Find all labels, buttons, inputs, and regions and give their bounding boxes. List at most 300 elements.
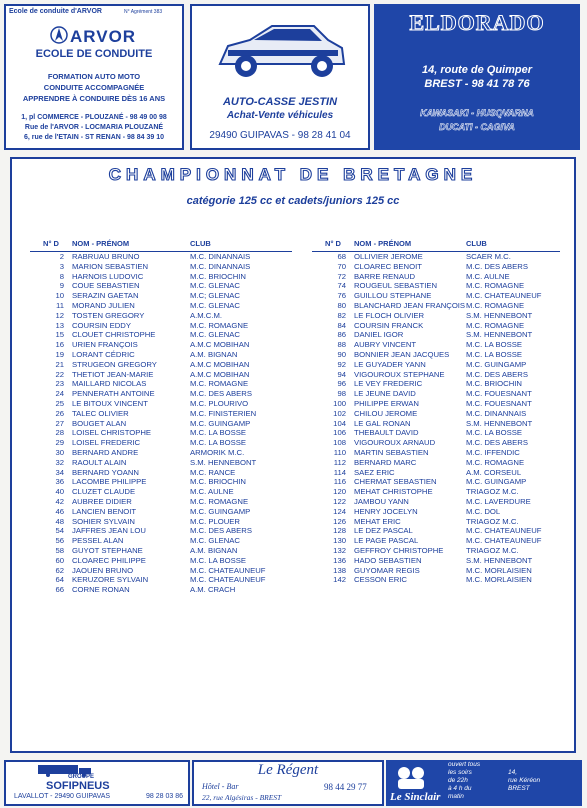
cell-number: 19 [55, 349, 64, 359]
cell-number: 102 [333, 408, 346, 418]
cell-name: CHILOU JEROME [354, 408, 418, 418]
eldorado-name: ELDORADO [409, 10, 545, 35]
table-row [312, 507, 560, 517]
cell-club: M.C. DINANNAIS [466, 408, 527, 418]
cell-name: RAOULT ALAIN [72, 457, 127, 467]
table-row [30, 311, 292, 321]
cell-name: LE GAL RONAN [354, 418, 411, 428]
table-row [312, 458, 560, 468]
cell-number: 40 [55, 487, 64, 497]
table-row [30, 291, 292, 301]
column-header-name: NOM - PRÉNOM [72, 237, 190, 252]
table-row [30, 556, 292, 566]
regent-type: Hôtel - Bar [202, 782, 239, 791]
cell-number: 11 [56, 300, 64, 310]
ad-arvor [4, 4, 184, 150]
ad-sofipneus [4, 760, 190, 806]
cell-number: 16 [55, 340, 64, 350]
sofi-group: GROUPE [68, 774, 95, 780]
cell-name: SAEZ ERIC [354, 467, 395, 477]
cell-club: A.M.C MOBIHAN [190, 359, 250, 369]
cell-club: M.C. GLENAC [190, 536, 240, 546]
arvor-header: Ecole de conduite d'ARVOR [9, 8, 102, 15]
table-row [312, 389, 560, 399]
table-row [312, 477, 560, 487]
cell-name: PENNERATH ANTOINE [72, 389, 155, 399]
cell-club: M.C. GLENAC [190, 281, 240, 291]
cell-club: A.M.C MOBIHAN [190, 340, 250, 350]
cell-number: 28 [55, 428, 64, 438]
cell-number: 128 [333, 526, 346, 536]
cell-name: COURSIN FRANCK [354, 320, 424, 330]
table-row [312, 379, 560, 389]
results-table-left [30, 237, 292, 595]
cell-name: CLUZET CLAUDE [72, 487, 136, 497]
sinclair-addr3: BREST [508, 785, 530, 792]
cell-name: ROUGEUL SEBASTIEN [354, 281, 438, 291]
table-row [312, 448, 560, 458]
cell-number: 116 [333, 477, 346, 487]
cell-number: 92 [337, 359, 346, 369]
cell-club: M.C. GUINGAMP [190, 506, 251, 516]
arvor-line2: CONDUITE ACCOMPAGNÉE [43, 83, 145, 92]
table-row [30, 272, 292, 282]
table-row [312, 281, 560, 291]
cell-name: RABRUAU BRUNO [72, 252, 140, 261]
cell-number: 32 [55, 457, 64, 467]
cell-club: M.C. DES ABERS [190, 526, 252, 536]
cell-club: M.C. ROMAGNE [190, 320, 249, 330]
cell-name: AUBRY VINCENT [354, 340, 417, 350]
cell-name: STRUGEON GREGORY [72, 359, 157, 369]
table-header-row [30, 237, 292, 252]
table-row [30, 566, 292, 576]
cell-number: 29 [55, 438, 64, 448]
table-row [312, 526, 560, 536]
cell-number: 22 [55, 369, 64, 379]
cell-club: M.C. LA BOSSE [466, 428, 522, 438]
cell-number: 132 [333, 545, 346, 555]
cell-name: LACOMBE PHILIPPE [72, 477, 147, 487]
table-row [312, 517, 560, 527]
cell-club: M.C. LA BOSSE [190, 438, 246, 448]
cell-club: M.C. PLOURIVO [190, 398, 249, 408]
cell-name: GUYOT STEPHANE [72, 545, 143, 555]
cell-number: 8 [59, 271, 64, 281]
table-row [30, 517, 292, 527]
cell-number: 48 [55, 516, 64, 526]
cell-name: VIGOUROUX ARNAUD [354, 438, 436, 448]
cell-club: M.C. MORLAISIEN [466, 575, 532, 585]
results-panel [10, 157, 576, 753]
cell-name: HARNOIS LUDOVIC [72, 271, 144, 281]
table-row [312, 575, 560, 585]
cell-name: BERNARD YOANN [72, 467, 139, 477]
cell-name: CORNE RONAN [72, 585, 130, 595]
sofi-phone: 98 28 03 86 [146, 793, 183, 800]
arvor-brand-sub: ECOLE DE CONDUITE [35, 48, 153, 60]
cell-name: THEBAULT DAVID [354, 428, 419, 438]
table-row [312, 399, 560, 409]
cell-number: 34 [55, 467, 64, 477]
cell-club: M.C. CHATEAUNEUF [466, 536, 542, 546]
cell-name: MARTIN SEBASTIEN [354, 447, 429, 457]
cell-name: LE DEZ PASCAL [354, 526, 413, 536]
cell-club: M.C. GLENAC [190, 300, 240, 310]
cell-name: TALEC OLIVIER [72, 408, 129, 418]
cell-name: HENRY JOCELYN [354, 506, 418, 516]
cell-number: 23 [55, 379, 64, 389]
cell-club: M.C. PLOUER [190, 516, 240, 526]
cell-club: S.M. HENNEBONT [466, 310, 533, 320]
table-row [312, 252, 560, 262]
cell-club: M.C. DES ABERS [190, 389, 252, 399]
cell-club: M.C. FINISTERIEN [190, 408, 257, 418]
cell-number: 46 [55, 506, 64, 516]
cell-number: 108 [333, 438, 346, 448]
cell-number: 90 [337, 349, 346, 359]
cell-club: M.C. RANCE [190, 467, 236, 477]
cell-club: M.C. ROMAGNE [466, 320, 525, 330]
cell-name: CLOAREC PHILIPPE [72, 555, 146, 565]
regent-name: Le Régent [257, 762, 319, 778]
cell-club: M.C. CHATEAUNEUF [466, 291, 542, 301]
table-row [30, 409, 292, 419]
cell-club: M.C. CHATEAUNEUF [190, 565, 266, 575]
sofi-name: SOFIPNEUS [46, 780, 110, 792]
cell-club: M.C. LA BOSSE [190, 555, 246, 565]
cell-club: M.C. DES ABERS [466, 261, 528, 271]
cell-name: MARION SEBASTIEN [72, 261, 149, 271]
cell-club: M.C. LA BOSSE [466, 340, 522, 350]
column-header-club: CLUB [466, 237, 560, 252]
cell-name: THETIOT JEAN-MARIE [72, 369, 154, 379]
cell-number: 106 [333, 428, 346, 438]
cell-club: M.C. BRIOCHIN [190, 271, 246, 281]
cell-club: SCAER M.C. [466, 252, 511, 261]
cell-number: 142 [333, 575, 346, 585]
cell-name: LE FLOCH OLIVIER [354, 310, 425, 320]
table-row [30, 497, 292, 507]
table-row [30, 438, 292, 448]
cell-club: A.M. BIGNAN [190, 545, 238, 555]
cell-club: A.M. BIGNAN [190, 349, 238, 359]
cell-club: S.M. HENNEBONT [466, 555, 533, 565]
table-row [312, 262, 560, 272]
cell-number: 96 [337, 379, 346, 389]
page-title: CHAMPIONNAT DE BRETAGNE [108, 165, 478, 184]
cell-club: M.C. ROMAGNE [466, 300, 525, 310]
table-row [312, 291, 560, 301]
cell-number: 74 [337, 281, 346, 291]
table-row [312, 419, 560, 429]
table-row [312, 301, 560, 311]
cell-number: 62 [55, 565, 64, 575]
cell-number: 30 [55, 447, 64, 457]
sinclair-hours1: ouvert tous [448, 761, 481, 768]
cell-club: M.C. AULNE [190, 487, 234, 497]
table-row [30, 428, 292, 438]
arvor-brand: ARVOR [70, 27, 137, 46]
cell-number: 68 [337, 252, 346, 261]
ad-eldorado [374, 4, 580, 150]
ad-regent [192, 760, 384, 806]
cell-name: LE GUYADER YANN [354, 359, 426, 369]
cell-number: 138 [333, 565, 346, 575]
cell-number: 88 [337, 340, 346, 350]
table-row [312, 536, 560, 546]
cell-club: A.M. CORSEUL [466, 467, 522, 477]
cell-name: BOUGET ALAN [72, 418, 127, 428]
table-row [312, 272, 560, 282]
cell-name: CLOAREC BENOIT [354, 261, 422, 271]
cell-number: 98 [337, 389, 346, 399]
eldorado-city: BREST - 98 41 78 76 [424, 78, 530, 90]
cell-number: 2 [59, 252, 64, 261]
cell-number: 110 [333, 447, 346, 457]
cell-club: M.C. DINANNAIS [190, 261, 251, 271]
cell-club: TRIAGOZ M.C. [466, 487, 519, 497]
cell-number: 114 [333, 467, 346, 477]
sinclair-addr1: 14, [508, 769, 518, 776]
sinclair-hours5: matin [448, 793, 464, 800]
cell-number: 70 [337, 261, 346, 271]
ad-jestin [190, 4, 370, 150]
cell-name: CLOUET CHRISTOPHE [72, 330, 156, 340]
table-row [30, 399, 292, 409]
cell-name: COUE SEBASTIEN [72, 281, 140, 291]
cell-club: M.C; GLENAC [190, 291, 240, 301]
cell-number: 100 [333, 398, 346, 408]
cell-name: URIEN FRANÇOIS [72, 340, 138, 350]
cell-number: 112 [333, 457, 346, 467]
table-row [30, 379, 292, 389]
cell-club: M.C. MORLAISIEN [466, 565, 532, 575]
table-row [312, 438, 560, 448]
table-row [312, 350, 560, 360]
cell-club: A.M.C.M. [190, 310, 223, 320]
cell-number: 80 [337, 300, 346, 310]
table-row [312, 428, 560, 438]
cell-name: BERNARD ANDRE [72, 447, 139, 457]
cell-name: SOHIER SYLVAIN [72, 516, 135, 526]
cell-name: BERNARD MARC [354, 457, 417, 467]
table-header-row [312, 237, 560, 252]
cell-number: 64 [55, 575, 64, 585]
cell-club: M.C. IFFENDIC [466, 447, 520, 457]
cell-number: 60 [55, 555, 64, 565]
table-row [30, 340, 292, 350]
cell-name: CESSON ERIC [354, 575, 407, 585]
table-row [30, 301, 292, 311]
table-row [30, 585, 292, 595]
jestin-phone: 29490 GUIPAVAS - 98 28 41 04 [209, 130, 351, 141]
table-row [312, 546, 560, 556]
cell-club: TRIAGOZ M.C. [466, 516, 519, 526]
cell-number: 126 [333, 516, 346, 526]
cell-number: 13 [55, 320, 64, 330]
cell-club: M.C. AULNE [466, 271, 510, 281]
table-row [30, 281, 292, 291]
table-row [312, 468, 560, 478]
cell-club: M.C. GLENAC [190, 330, 240, 340]
table-row [30, 330, 292, 340]
table-row [30, 389, 292, 399]
column-header-name: NOM - PRÉNOM [354, 237, 466, 252]
table-row [312, 409, 560, 419]
cell-number: 122 [333, 496, 346, 506]
cell-club: M.C. CHATEAUNEUF [466, 526, 542, 536]
cell-name: BARRE RENAUD [354, 271, 416, 281]
sinclair-name: Le Sinclair [390, 791, 441, 803]
cell-number: 9 [59, 281, 64, 291]
cell-club: TRIAGOZ M.C. [466, 545, 519, 555]
table-row [30, 468, 292, 478]
column-header-nd: N° D [30, 237, 72, 252]
table-row [30, 252, 292, 262]
table-row [312, 566, 560, 576]
cell-name: AUBREE DIDIER [72, 496, 132, 506]
column-header-club: CLUB [190, 237, 292, 252]
cell-name: GEFFROY CHRISTOPHE [354, 545, 444, 555]
cell-club: M.C. FOUESNANT [466, 398, 532, 408]
cell-name: BLANCHARD JEAN FRANÇOIS [354, 300, 466, 310]
cell-number: 136 [333, 555, 346, 565]
cell-name: LE VEY FREDERIC [354, 379, 423, 389]
cell-name: LE BITOUX VINCENT [72, 398, 148, 408]
cell-club: ARMORIK M.C. [190, 447, 245, 457]
cell-name: JAMBOU YANN [354, 496, 409, 506]
cell-name: HADO SEBASTIEN [354, 555, 422, 565]
cell-name: DANIEL IGOR [354, 330, 404, 340]
cell-club: M.C. LA BOSSE [466, 349, 522, 359]
cell-club: M.C. CHATEAUNEUF [190, 575, 266, 585]
table-row [312, 330, 560, 340]
cell-number: 54 [55, 526, 64, 536]
cell-number: 72 [337, 271, 346, 281]
table-row [312, 311, 560, 321]
cell-number: 104 [333, 418, 346, 428]
table-row [312, 360, 560, 370]
car-icon [210, 14, 350, 91]
cell-name: PESSEL ALAN [72, 536, 124, 546]
table-row [312, 487, 560, 497]
arvor-line3: APPRENDRE À CONDUIRE DÈS 16 ANS [22, 94, 166, 103]
cell-number: 21 [55, 359, 64, 369]
cell-name: VIGOUROUX STEPHANE [354, 369, 445, 379]
cell-club: A.M.C MOBIHAN [190, 369, 250, 379]
results-table-right [312, 237, 560, 585]
cell-name: LANCIEN BENOIT [72, 506, 137, 516]
table-row [30, 262, 292, 272]
regent-phone: 98 44 29 77 [324, 782, 367, 792]
cell-name: MEHAT ERIC [354, 516, 401, 526]
sinclair-hours2: les soirs [448, 769, 472, 776]
eldorado-brands1: KAWASAKI - HUSQVARNA [420, 108, 534, 118]
table-row [30, 370, 292, 380]
cell-name: LOISEL CHRISTOPHE [72, 428, 152, 438]
cell-club: S.M. HENNEBONT [190, 457, 257, 467]
cell-number: 26 [55, 408, 64, 418]
cell-club: M.C. ROMAGNE [190, 496, 249, 506]
cell-name: MAILLARD NICOLAS [72, 379, 147, 389]
cell-name: SERAZIN GAETAN [72, 291, 139, 301]
eldorado-addr: 14, route de Quimper [421, 64, 533, 76]
column-header-nd: N° D [312, 237, 354, 252]
table-row [312, 321, 560, 331]
sofi-addr: LAVALLOT - 29490 GUIPAVAS [14, 793, 111, 800]
cell-number: 82 [337, 310, 346, 320]
sinclair-addr2: rue Kéréon [508, 777, 541, 784]
cell-number: 124 [333, 506, 346, 516]
cell-number: 66 [55, 585, 64, 595]
table-row [30, 526, 292, 536]
cell-name: BONNIER JEAN JACQUES [354, 349, 450, 359]
table-row [30, 507, 292, 517]
cell-number: 94 [337, 369, 346, 379]
cell-club: M.C. LAVERDURE [466, 496, 531, 506]
cell-name: KERUZORE SYLVAIN [72, 575, 149, 585]
cell-name: JAFFRES JEAN LOU [72, 526, 146, 536]
cell-club: M.C. BRIOCHIN [190, 477, 246, 487]
cell-number: 3 [59, 261, 64, 271]
cell-club: S.M. HENNEBONT [466, 330, 533, 340]
cell-name: LE PAGE PASCAL [354, 536, 419, 546]
cell-club: M.C. LA BOSSE [190, 428, 246, 438]
sinclair-hours3: de 22h [448, 777, 468, 784]
cell-club: M.C. DINANNAIS [190, 252, 251, 261]
cell-club: M.C. ROMAGNE [466, 457, 525, 467]
cell-name: LORANT CÉDRIC [72, 349, 135, 359]
cell-number: 76 [337, 291, 346, 301]
table-row [30, 575, 292, 585]
cell-club: M.C. DOL [466, 506, 501, 516]
cell-club: M.C. ROMAGNE [466, 281, 525, 291]
cell-number: 120 [333, 487, 346, 497]
cell-name: COURSIN EDDY [72, 320, 131, 330]
table-row [312, 556, 560, 566]
cell-number: 12 [55, 310, 64, 320]
cell-name: JAOUEN BRUNO [72, 565, 134, 575]
table-row [30, 448, 292, 458]
table-row [30, 419, 292, 429]
arvor-addr3: 6, rue de l'ETAIN - ST RENAN - 98 84 39 10 [23, 134, 165, 141]
arvor-addr1: 1, pl COMMERCE - PLOUZANÉ - 98 49 00 98 [21, 114, 167, 121]
table-row [30, 546, 292, 556]
cell-number: 58 [55, 545, 64, 555]
eldorado-brands2: DUCATI - CAGIVA [439, 122, 515, 132]
cell-club: M.C. BRIOCHIN [466, 379, 522, 389]
cell-number: 130 [333, 536, 346, 546]
table-row [30, 350, 292, 360]
cell-number: 15 [55, 330, 64, 340]
regent-addr: 22, rue Algésiras - BREST [202, 793, 282, 802]
cell-number: 27 [55, 418, 64, 428]
cell-club: A.M. CRACH [190, 585, 236, 595]
cell-number: 10 [55, 291, 64, 301]
cell-name: GUYOMAR REGIS [354, 565, 420, 575]
cell-name: LE JEUNE DAVID [354, 389, 416, 399]
cell-club: M.C. DES ABERS [466, 369, 528, 379]
cell-name: TOSTEN GREGORY [72, 310, 145, 320]
cell-number: 24 [55, 389, 64, 399]
ad-sinclair [386, 760, 582, 806]
arvor-agrement: N° Agrément 383 [124, 9, 163, 15]
page-subtitle: catégorie 125 cc et cadets/juniors 125 cc [186, 195, 400, 207]
table-row [312, 340, 560, 350]
cell-club: M.C. DES ABERS [466, 438, 528, 448]
table-row [30, 360, 292, 370]
